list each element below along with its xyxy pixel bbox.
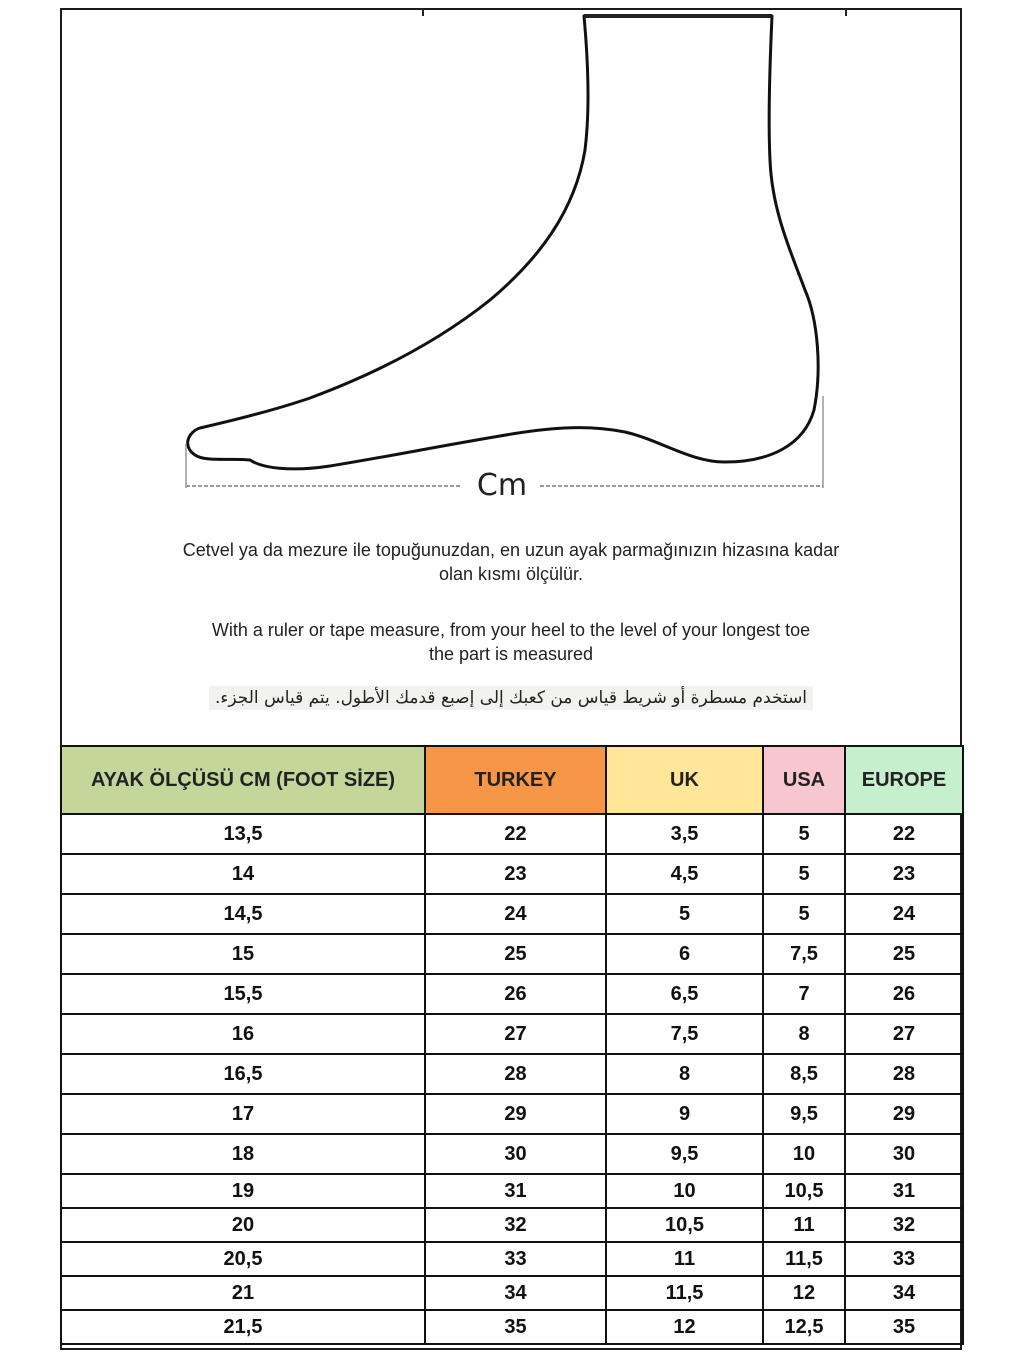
instructions-turkish-line2: olan kısmı ölçülür.	[438, 564, 584, 584]
size-table	[60, 745, 964, 1345]
table-row	[61, 1054, 963, 1094]
cell-uk: 3,5	[606, 814, 763, 854]
cell-turkey: 28	[425, 1054, 606, 1094]
header-usa: USA	[763, 746, 845, 814]
table-row	[61, 1276, 963, 1310]
instructions-english	[60, 618, 962, 666]
cell-foot-cm: 21	[61, 1276, 425, 1310]
instructions-arabic	[60, 686, 962, 710]
cell-turkey: 29	[425, 1094, 606, 1134]
cell-usa: 8	[763, 1014, 845, 1054]
cell-turkey: 23	[425, 854, 606, 894]
cell-europe: 31	[845, 1174, 963, 1208]
cell-usa: 7,5	[763, 934, 845, 974]
cell-foot-cm: 15,5	[61, 974, 425, 1014]
cell-turkey: 26	[425, 974, 606, 1014]
cell-usa: 10	[763, 1134, 845, 1174]
table-row	[61, 1014, 963, 1054]
cell-usa: 10,5	[763, 1174, 845, 1208]
instructions-arabic-text: استخدم مسطرة أو شريط قياس من كعبك إلى إصبع قدمك الأطول. يتم قياس الجزء.	[209, 686, 813, 710]
cell-europe: 22	[845, 814, 963, 854]
cell-turkey: 27	[425, 1014, 606, 1054]
table-row	[61, 1094, 963, 1134]
cell-uk: 6	[606, 934, 763, 974]
cell-foot-cm: 20,5	[61, 1242, 425, 1276]
cell-foot-cm: 17	[61, 1094, 425, 1134]
cell-europe: 34	[845, 1276, 963, 1310]
size-table-header	[61, 746, 963, 814]
table-row	[61, 854, 963, 894]
cell-foot-cm: 18	[61, 1134, 425, 1174]
cell-uk: 11,5	[606, 1276, 763, 1310]
cell-usa: 11,5	[763, 1242, 845, 1276]
cell-foot-cm: 19	[61, 1174, 425, 1208]
cell-europe: 28	[845, 1054, 963, 1094]
cell-uk: 4,5	[606, 854, 763, 894]
cell-uk: 8	[606, 1054, 763, 1094]
measure-label: Cm	[476, 468, 528, 503]
cell-europe: 35	[845, 1310, 963, 1344]
cell-europe: 25	[845, 934, 963, 974]
table-row	[61, 894, 963, 934]
cell-usa: 12	[763, 1276, 845, 1310]
cell-europe: 24	[845, 894, 963, 934]
table-row	[61, 974, 963, 1014]
cell-uk: 9,5	[606, 1134, 763, 1174]
instructions-english-line2: the part is measured	[428, 644, 594, 664]
cell-turkey: 32	[425, 1208, 606, 1242]
cell-europe: 30	[845, 1134, 963, 1174]
instructions-english-line1: With a ruler or tape measure, from your heel to the level of your longest toe	[211, 620, 811, 640]
cell-usa: 5	[763, 894, 845, 934]
cell-turkey: 31	[425, 1174, 606, 1208]
cell-europe: 29	[845, 1094, 963, 1134]
header-foot-size: AYAK ÖLÇÜSÜ CM (FOOT SİZE)	[61, 746, 425, 814]
cell-usa: 9,5	[763, 1094, 845, 1134]
instructions-turkish-line1: Cetvel ya da mezure ile topuğunuzdan, en uzun ayak parmağınızın hizasına kadar	[182, 540, 840, 560]
cell-foot-cm: 14	[61, 854, 425, 894]
cell-turkey: 24	[425, 894, 606, 934]
header-turkey: TURKEY	[425, 746, 606, 814]
cell-usa: 5	[763, 814, 845, 854]
cell-europe: 27	[845, 1014, 963, 1054]
table-row	[61, 1134, 963, 1174]
cell-usa: 11	[763, 1208, 845, 1242]
cell-usa: 8,5	[763, 1054, 845, 1094]
header-uk: UK	[606, 746, 763, 814]
cell-uk: 12	[606, 1310, 763, 1344]
cell-foot-cm: 15	[61, 934, 425, 974]
table-row	[61, 1242, 963, 1276]
cell-europe: 26	[845, 974, 963, 1014]
cell-usa: 12,5	[763, 1310, 845, 1344]
cell-uk: 10	[606, 1174, 763, 1208]
cell-foot-cm: 16,5	[61, 1054, 425, 1094]
foot-outline-icon	[0, 0, 1020, 500]
cell-uk: 6,5	[606, 974, 763, 1014]
cell-uk: 9	[606, 1094, 763, 1134]
cell-turkey: 35	[425, 1310, 606, 1344]
header-europe: EUROPE	[845, 746, 963, 814]
table-row	[61, 1208, 963, 1242]
cell-europe: 33	[845, 1242, 963, 1276]
cell-uk: 10,5	[606, 1208, 763, 1242]
table-row	[61, 814, 963, 854]
table-row	[61, 1174, 963, 1208]
cell-usa: 7	[763, 974, 845, 1014]
cell-uk: 11	[606, 1242, 763, 1276]
cell-usa: 5	[763, 854, 845, 894]
table-row	[61, 1310, 963, 1344]
cell-foot-cm: 14,5	[61, 894, 425, 934]
cell-foot-cm: 16	[61, 1014, 425, 1054]
cell-turkey: 34	[425, 1276, 606, 1310]
table-row	[61, 934, 963, 974]
cell-uk: 7,5	[606, 1014, 763, 1054]
cell-foot-cm: 13,5	[61, 814, 425, 854]
instructions-turkish	[60, 538, 962, 586]
cell-turkey: 25	[425, 934, 606, 974]
cell-foot-cm: 21,5	[61, 1310, 425, 1344]
cell-turkey: 30	[425, 1134, 606, 1174]
cell-turkey: 22	[425, 814, 606, 854]
cell-foot-cm: 20	[61, 1208, 425, 1242]
cell-uk: 5	[606, 894, 763, 934]
cell-turkey: 33	[425, 1242, 606, 1276]
cell-europe: 32	[845, 1208, 963, 1242]
cell-europe: 23	[845, 854, 963, 894]
